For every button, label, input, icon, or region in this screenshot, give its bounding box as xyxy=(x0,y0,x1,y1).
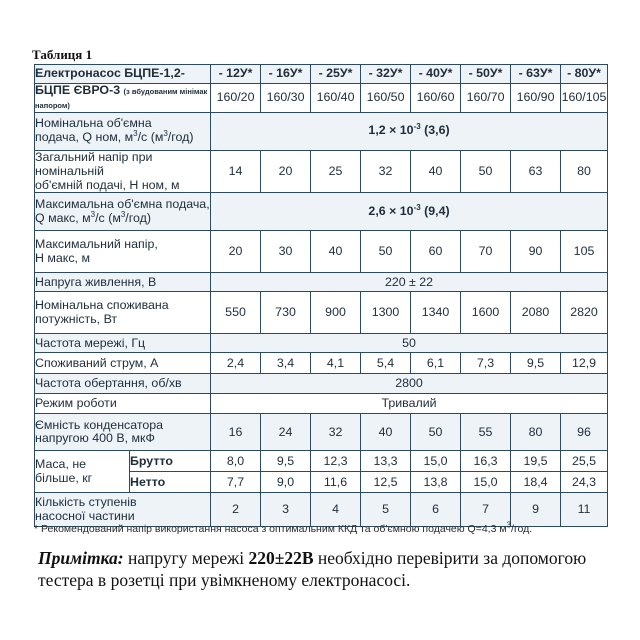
size-cell: 160/30 xyxy=(261,84,311,113)
row-label: Споживаний струм, А xyxy=(35,353,211,374)
row-nominal-flow xyxy=(35,112,608,150)
value-cell: 55 xyxy=(461,414,511,451)
value-cell: 40 xyxy=(411,150,461,193)
row-label: Максимальний напір, Н макс, м xyxy=(35,231,211,273)
value-cell: 6 xyxy=(411,493,461,527)
mass-gross-label: Брутто xyxy=(130,451,211,472)
value-cell: 7 xyxy=(461,493,511,527)
model-cell: - 50У* xyxy=(461,65,511,84)
value-cell: 9,5 xyxy=(261,451,311,472)
value-cell: 12,5 xyxy=(361,472,411,493)
row-label: Напруга живлення, В xyxy=(35,273,211,292)
value-cell: 2820 xyxy=(561,292,608,334)
value-cell: 40 xyxy=(311,231,361,273)
value-cell: 4 xyxy=(311,493,361,527)
mass-label: Маса, не більше, кг xyxy=(35,451,130,493)
size-cell: 160/70 xyxy=(461,84,511,113)
value-cell: 3,4 xyxy=(261,353,311,374)
value-cell: 16,3 xyxy=(461,451,511,472)
row-label: Режим роботи xyxy=(35,394,211,414)
merged-value: Тривалий xyxy=(211,394,608,414)
row-mass-gross xyxy=(35,451,608,472)
value-cell: 13,3 xyxy=(361,451,411,472)
model-cell: - 63У* xyxy=(511,65,561,84)
value-cell: 40 xyxy=(361,414,411,451)
value-cell: 11 xyxy=(561,493,608,527)
value-cell: 9,0 xyxy=(261,472,311,493)
value-cell: 4,1 xyxy=(311,353,361,374)
value-cell: 24 xyxy=(261,414,311,451)
merged-value: $2,6 \times 10^{-3}$ (9,4) xyxy=(211,193,608,231)
merged-value: 50 xyxy=(211,334,608,353)
value-cell: 15,0 xyxy=(461,472,511,493)
value-cell: 7,7 xyxy=(211,472,261,493)
row-label: Ємність конденсатора напругою 400 В, мкФ xyxy=(35,414,211,451)
value-cell: 2080 xyxy=(511,292,561,334)
value-cell: 19,5 xyxy=(511,451,561,472)
value-cell: 30 xyxy=(261,231,311,273)
size-cell: 160/90 xyxy=(511,84,561,113)
value-cell: 9,5 xyxy=(511,353,561,374)
merged-value: 220 ± 22 xyxy=(211,273,608,292)
mass-net-label: Нетто xyxy=(130,472,211,493)
value-cell: 12,9 xyxy=(561,353,608,374)
model-cell: - 12У* xyxy=(211,65,261,84)
header-row-models xyxy=(35,65,608,84)
value-cell: 730 xyxy=(261,292,311,334)
value-cell: 12,3 xyxy=(311,451,361,472)
row-label: Номінальна об'ємна подача, Q ном, $м^3/с$ $(м^3/год)$ xyxy=(35,112,211,150)
row-label: Частота мережі, Гц xyxy=(35,334,211,353)
value-cell: 900 xyxy=(311,292,361,334)
value-cell: 90 xyxy=(511,231,561,273)
value-cell: 7,3 xyxy=(461,353,511,374)
value-cell: 1600 xyxy=(461,292,511,334)
size-cell: 160/40 xyxy=(311,84,361,113)
value-cell: 11,6 xyxy=(311,472,361,493)
footnote: * Рекомендований напір використання насоса з оптимальним ККД та об'ємною подачею Q=4,3 $м^3$/год. xyxy=(34,520,533,535)
row-current xyxy=(35,353,608,374)
value-cell: 1340 xyxy=(411,292,461,334)
row-power xyxy=(35,292,608,334)
value-cell: 60 xyxy=(411,231,461,273)
value-cell: 25 xyxy=(311,150,361,193)
value-cell: 32 xyxy=(361,150,411,193)
value-cell: 24,3 xyxy=(561,472,608,493)
value-cell: 13,8 xyxy=(411,472,461,493)
row-total-head xyxy=(35,150,608,193)
value-cell: 50 xyxy=(361,231,411,273)
row-mode xyxy=(35,394,608,414)
value-cell: 18,4 xyxy=(511,472,561,493)
row-frequency xyxy=(35,334,608,353)
value-cell: 2,4 xyxy=(211,353,261,374)
model-cell: - 16У* xyxy=(261,65,311,84)
row-label: Номінальна споживана потужність, Вт xyxy=(35,292,211,334)
value-cell: 32 xyxy=(311,414,361,451)
model-cell: - 40У* xyxy=(411,65,461,84)
size-cell: 160/105 xyxy=(561,84,608,113)
row-capacitor xyxy=(35,414,608,451)
value-cell: 105 xyxy=(561,231,608,273)
pump-label: Електронасос БЦПЕ-1,2- xyxy=(35,65,211,84)
value-cell: 9 xyxy=(511,493,561,527)
value-cell: 5 xyxy=(361,493,411,527)
value-cell: 80 xyxy=(561,150,608,193)
value-cell: 6,1 xyxy=(411,353,461,374)
row-label: Частота обертання, об/хв xyxy=(35,374,211,394)
merged-value: 2800 xyxy=(211,374,608,394)
row-max-flow xyxy=(35,193,608,231)
note-head: Примітка: xyxy=(38,548,124,568)
value-cell: 50 xyxy=(411,414,461,451)
value-cell: 16 xyxy=(211,414,261,451)
row-label: Загальний напір при номінальній об'ємній подачі, Н ном, м xyxy=(35,150,211,193)
value-cell: 3 xyxy=(261,493,311,527)
model-cell: - 25У* xyxy=(311,65,361,84)
note: Примітка: напругу мережі 220±22В необхідно перевірити за допомогою тестера в розетці при увімкненому електронасосі. xyxy=(38,548,587,590)
value-cell: 20 xyxy=(261,150,311,193)
row-rpm xyxy=(35,374,608,394)
row-label: Максимальна об'ємна подача, Q макс, $м^3/с$ $(м^3/год)$ xyxy=(35,193,211,231)
value-cell: 50 xyxy=(461,150,511,193)
value-cell: 70 xyxy=(461,231,511,273)
value-cell: 96 xyxy=(561,414,608,451)
value-cell: 14 xyxy=(211,150,261,193)
value-cell: 20 xyxy=(211,231,261,273)
note-voltage: 220±22В xyxy=(248,548,314,568)
size-cell: 160/60 xyxy=(411,84,461,113)
value-cell: 80 xyxy=(511,414,561,451)
euro-label: БЦПЕ ЄВРО-3 (з вбудованим мінімак напором) xyxy=(35,84,211,113)
value-cell: 25,5 xyxy=(561,451,608,472)
value-cell: 1300 xyxy=(361,292,411,334)
row-max-head xyxy=(35,231,608,273)
value-cell: 2 xyxy=(211,493,261,527)
merged-value: $1,2 \times 10^{-3}$ (3,6) xyxy=(211,112,608,150)
spec-table xyxy=(34,64,608,527)
value-cell: 63 xyxy=(511,150,561,193)
value-cell: 15,0 xyxy=(411,451,461,472)
header-row-sizes xyxy=(35,84,608,113)
size-cell: 160/20 xyxy=(211,84,261,113)
value-cell: 550 xyxy=(211,292,261,334)
size-cell: 160/50 xyxy=(361,84,411,113)
model-cell: - 80У* xyxy=(561,65,608,84)
value-cell: 8,0 xyxy=(211,451,261,472)
table-caption: Таблиця 1 xyxy=(32,47,93,62)
row-voltage xyxy=(35,273,608,292)
model-cell: - 32У* xyxy=(361,65,411,84)
row-stages xyxy=(35,493,608,527)
value-cell: 5,4 xyxy=(361,353,411,374)
row-label: Кількість ступенів насосної частини xyxy=(35,493,211,527)
